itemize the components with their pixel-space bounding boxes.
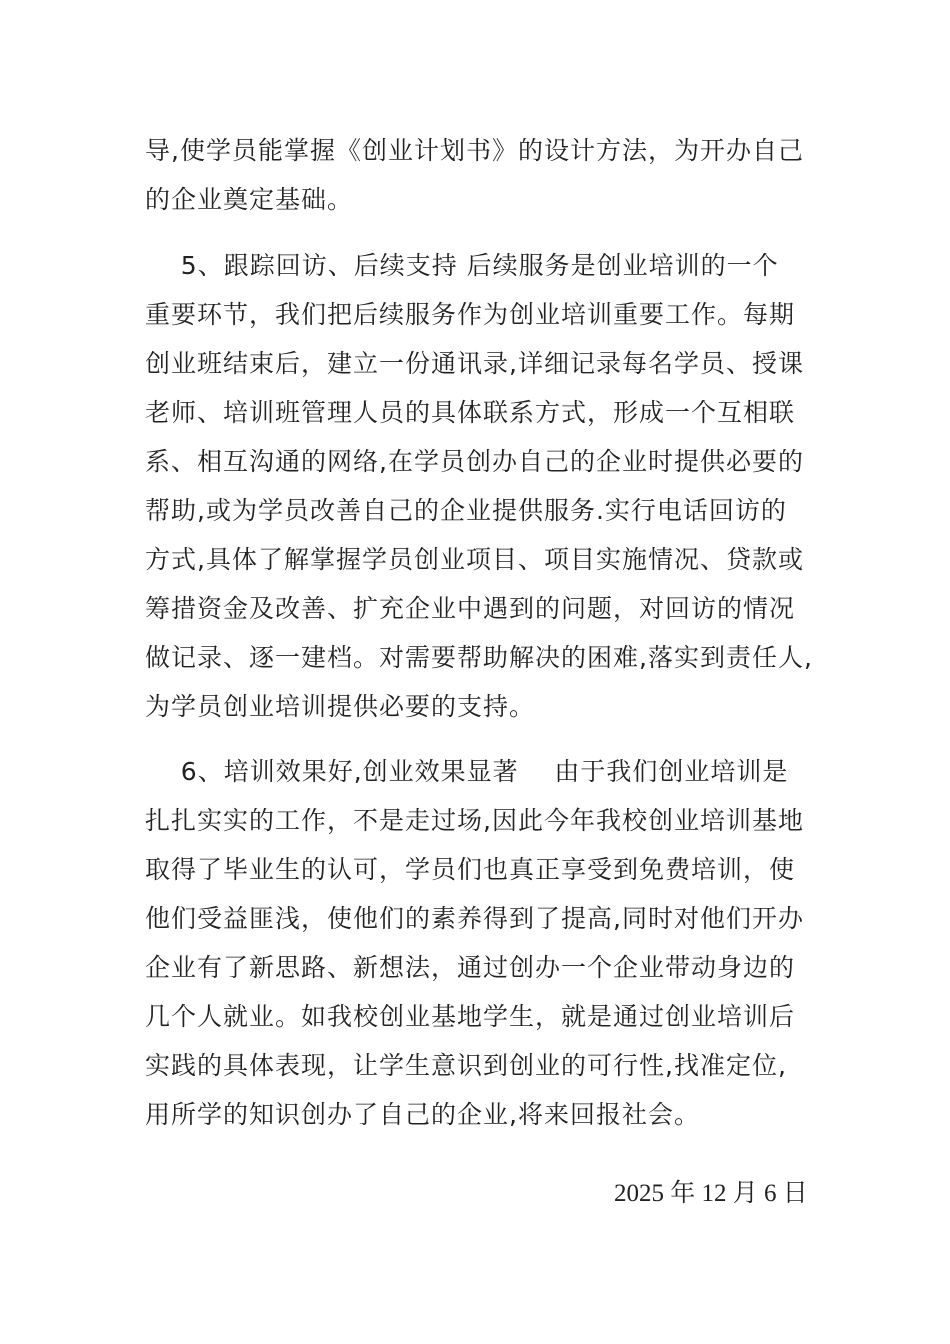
paragraph-line: 创业班结束后，建立一份通讯录,详细记录每名学员、授课 — [145, 349, 804, 378]
paragraph-line: 的企业奠定基础。 — [145, 185, 354, 214]
paragraph-line: 取得了毕业生的认可，学员们也真正享受到免费培训，使 — [145, 855, 796, 884]
paragraph-line: 实践的具体表现，让学生意识到创业的可行性,找准定位, — [145, 1051, 787, 1080]
paragraph-line: 几个人就业。如我校创业基地学生，就是通过创业培训后 — [145, 1002, 796, 1031]
paragraph-line: 做记录、逐一建档。对需要帮助解决的困难,落实到责任人, — [145, 643, 813, 672]
paragraph-line: 帮助,或为学员改善自己的企业提供服务.实行电话回访的 — [145, 496, 787, 525]
paragraph-line: 用所学的知识创办了自己的企业,将来回报社会。 — [145, 1100, 700, 1129]
paragraph-line: 筹措资金及改善、扩充企业中遇到的问题，对回访的情况 — [145, 594, 796, 623]
paragraph-line: 导,使学员能掌握《创业计划书》的设计方法，为开办自己 — [145, 136, 804, 165]
document-date: 2025 年 12 月 6 日 — [614, 1180, 808, 1207]
paragraph-line: 企业有了新思路、新想法，通过创办一个企业带动身边的 — [145, 953, 796, 982]
paragraph-line: 5、跟踪回访、后续支持 后续服务是创业培训的一个 — [145, 251, 779, 280]
paragraph-line: 扎扎实实的工作，不是走过场,因此今年我校创业培训基地 — [145, 806, 804, 835]
paragraph-line: 老师、培训班管理人员的具体联系方式，形成一个互相联 — [145, 398, 796, 427]
paragraph-line: 6、培训效果好,创业效果显著 由于我们创业培训是 — [145, 757, 789, 786]
paragraph-line: 为学员创业培训提供必要的支持。 — [145, 692, 536, 721]
paragraph-line: 系、相互沟通的网络,在学员创办自己的企业时提供必要的 — [145, 447, 804, 476]
paragraph-line: 方式,具体了解掌握学员创业项目、项目实施情况、贷款或 — [145, 545, 804, 574]
paragraph-line: 他们受益匪浅，使他们的素养得到了提高,同时对他们开办 — [145, 904, 804, 933]
paragraph-line: 重要环节，我们把后续服务作为创业培训重要工作。每期 — [145, 300, 796, 329]
